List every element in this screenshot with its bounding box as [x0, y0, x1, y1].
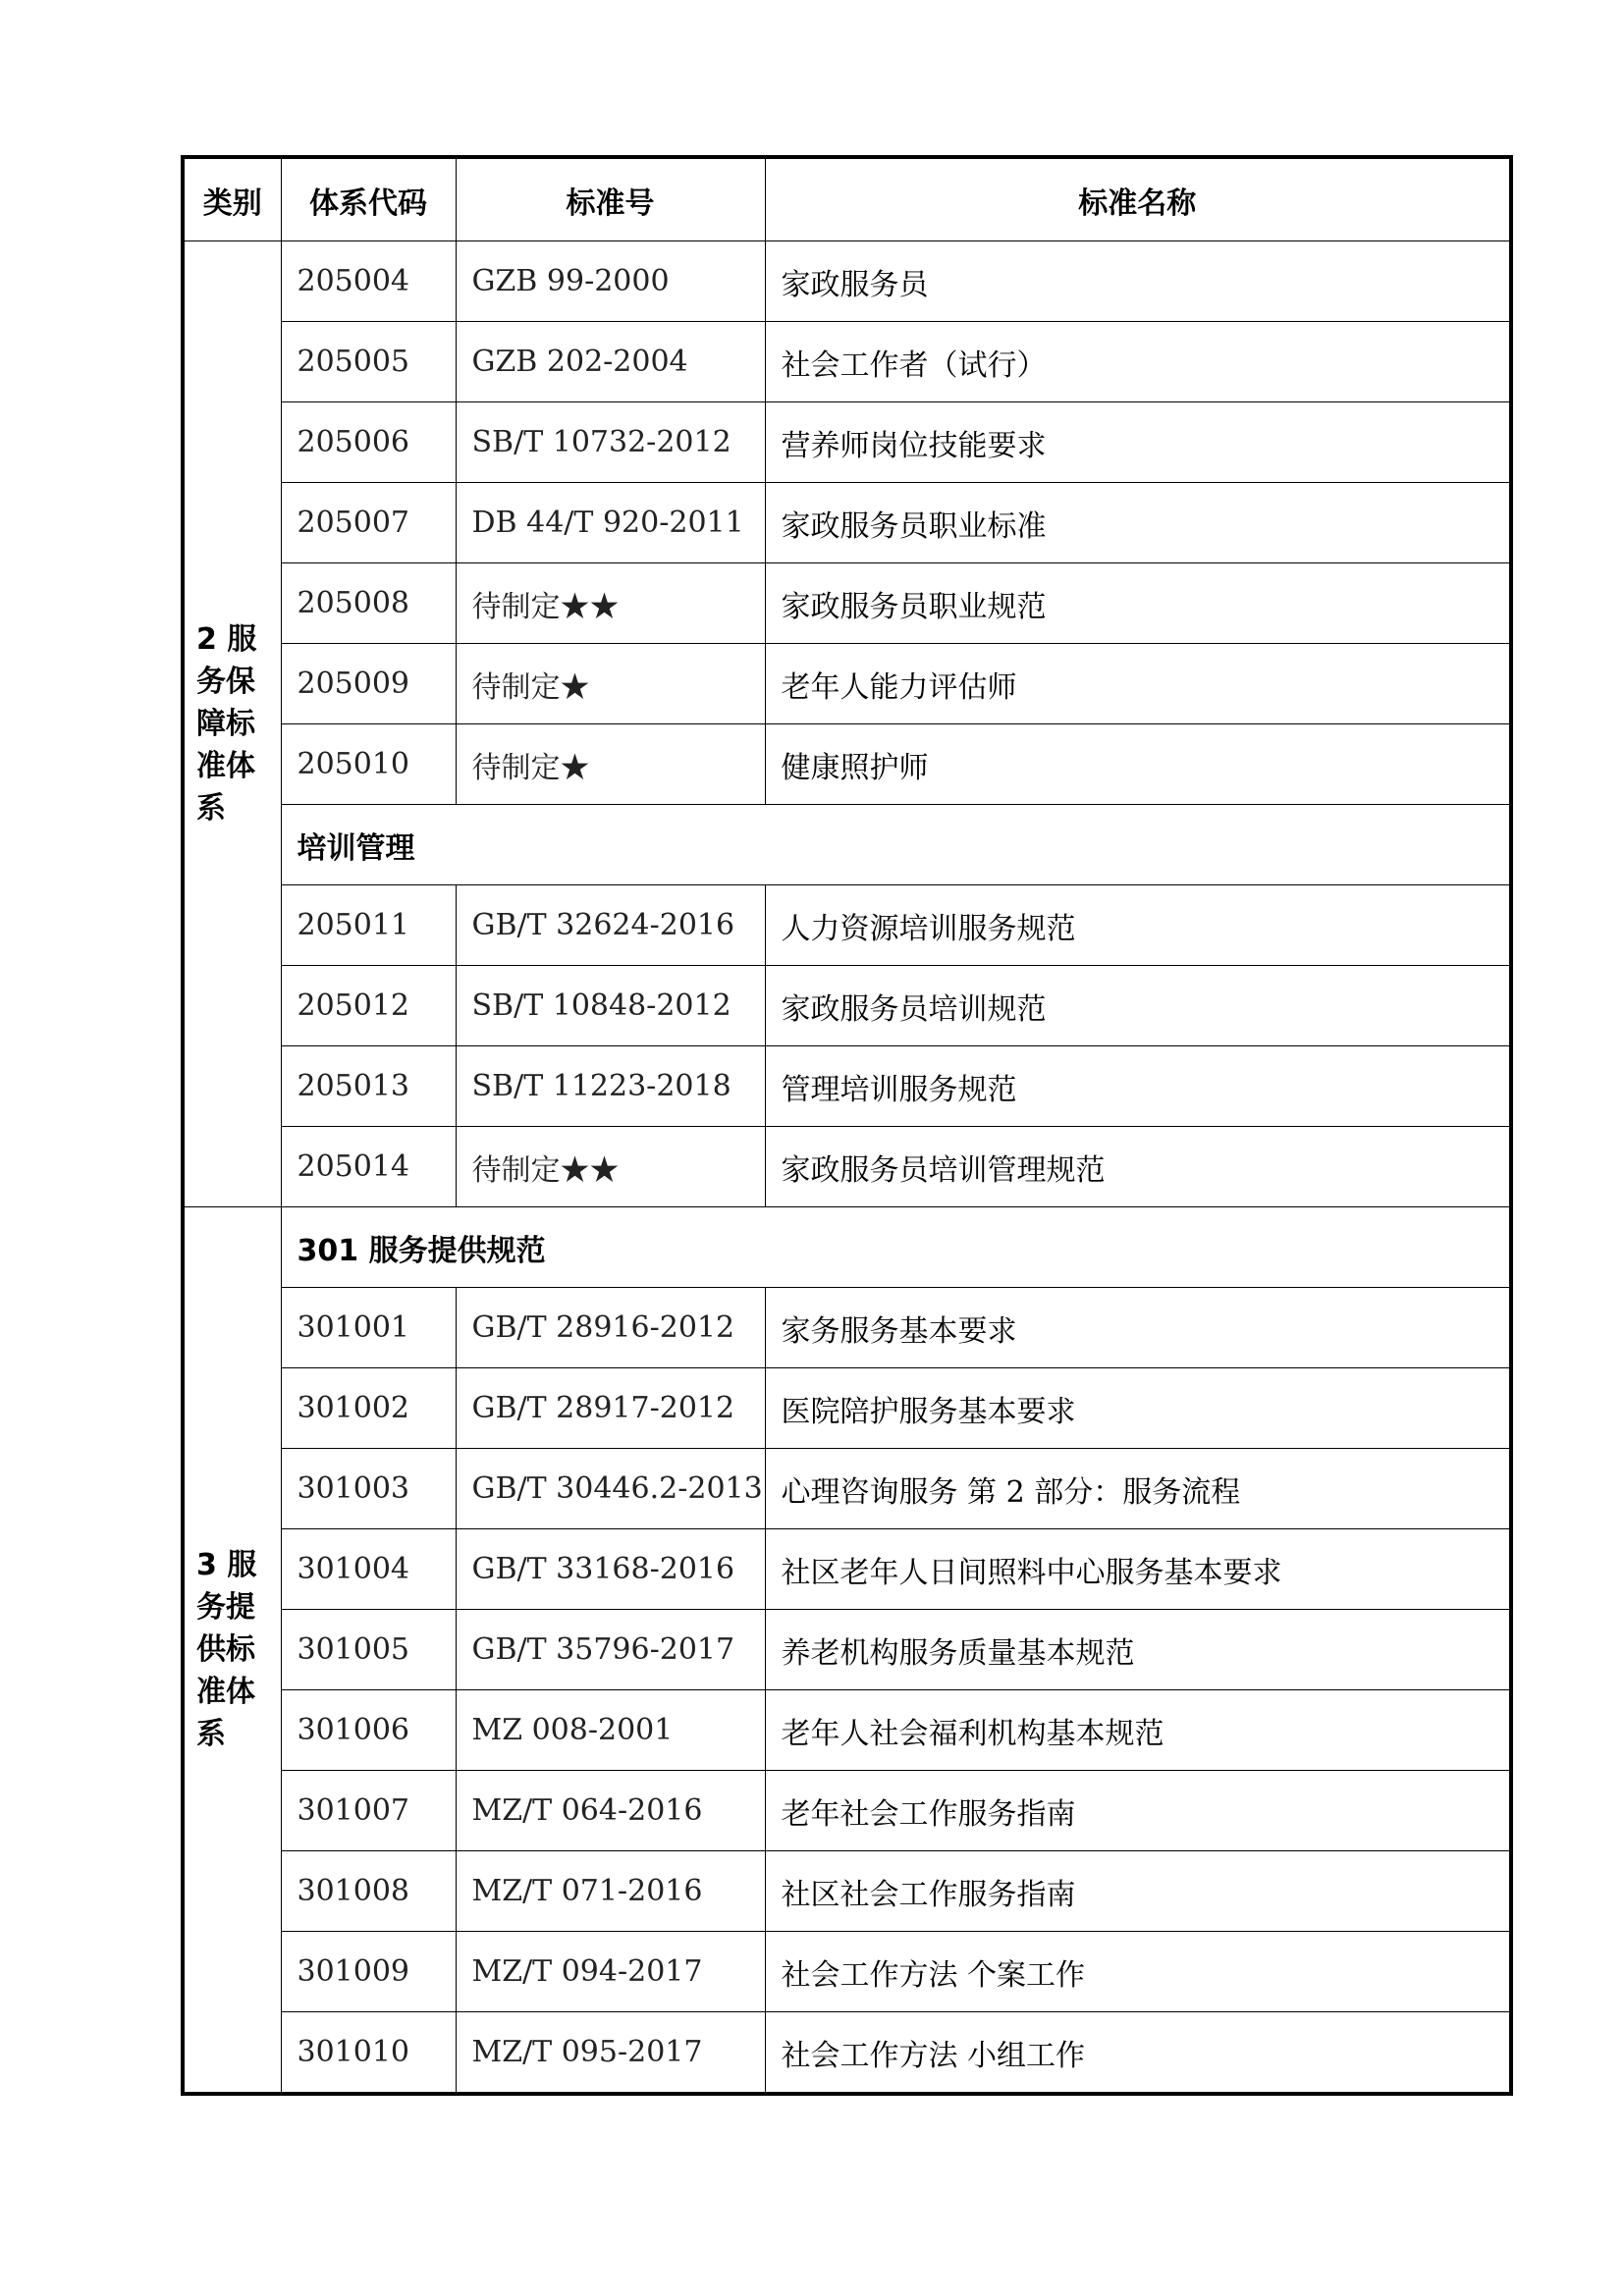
standard-name-cell: 社区社会工作服务指南	[765, 1851, 1511, 1932]
system-code-cell: 301004	[281, 1529, 456, 1610]
table-row	[183, 724, 1511, 805]
standard-number-cell: 待制定★	[456, 644, 765, 724]
standard-name-cell: 社会工作者（试行）	[765, 322, 1511, 402]
standard-number-cell: SB/T 10848-2012	[456, 966, 765, 1046]
system-code-cell: 301007	[281, 1771, 456, 1851]
system-code-cell: 205008	[281, 563, 456, 644]
standard-name-cell: 人力资源培训服务规范	[765, 885, 1511, 966]
section-title: 301 服务提供规范	[281, 1207, 1511, 1288]
table-body	[183, 241, 1511, 2095]
category-cell: 2 服务保障标准体系	[183, 241, 281, 1207]
standard-name-cell: 家政服务员职业标准	[765, 483, 1511, 563]
system-code-cell: 205004	[281, 241, 456, 322]
standard-number-cell: 待制定★	[456, 724, 765, 805]
standard-number-cell: GZB 99-2000	[456, 241, 765, 322]
standard-number-cell: 待制定★★	[456, 563, 765, 644]
standard-number-cell: GB/T 33168-2016	[456, 1529, 765, 1610]
table-row	[183, 322, 1511, 402]
table-row	[183, 402, 1511, 483]
standard-number-cell: GB/T 35796-2017	[456, 1610, 765, 1690]
table-row	[183, 1368, 1511, 1449]
table-row	[183, 1771, 1511, 1851]
table-row	[183, 241, 1511, 322]
standard-number-cell: MZ/T 071-2016	[456, 1851, 765, 1932]
header-system-code: 体系代码	[281, 157, 456, 241]
table-row	[183, 1127, 1511, 1207]
standard-name-cell: 健康照护师	[765, 724, 1511, 805]
header-category: 类别	[183, 157, 281, 241]
standard-name-cell: 家政服务员培训管理规范	[765, 1127, 1511, 1207]
header-standard-no: 标准号	[456, 157, 765, 241]
header-standard-name: 标准名称	[765, 157, 1511, 241]
standard-name-cell: 老年社会工作服务指南	[765, 1771, 1511, 1851]
system-code-cell: 301006	[281, 1690, 456, 1771]
standard-name-cell: 老年人社会福利机构基本规范	[765, 1690, 1511, 1771]
table-row	[183, 1690, 1511, 1771]
standard-number-cell: MZ/T 094-2017	[456, 1932, 765, 2012]
section-row	[183, 1207, 1511, 1288]
system-code-cell: 205013	[281, 1046, 456, 1127]
system-code-cell: 205011	[281, 885, 456, 966]
system-code-cell: 205005	[281, 322, 456, 402]
standard-name-cell: 心理咨询服务 第 2 部分：服务流程	[765, 1449, 1511, 1529]
standard-name-cell: 医院陪护服务基本要求	[765, 1368, 1511, 1449]
system-code-cell: 301008	[281, 1851, 456, 1932]
standard-number-cell: SB/T 10732-2012	[456, 402, 765, 483]
standard-number-cell: GZB 202-2004	[456, 322, 765, 402]
table-row	[183, 1610, 1511, 1690]
system-code-cell: 301003	[281, 1449, 456, 1529]
standard-number-cell: GB/T 28916-2012	[456, 1288, 765, 1368]
category-cell: 3 服务提供标准体系	[183, 1207, 281, 2095]
table-row	[183, 1851, 1511, 1932]
standard-name-cell: 社会工作方法 个案工作	[765, 1932, 1511, 2012]
standard-number-cell: MZ 008-2001	[456, 1690, 765, 1771]
table-row	[183, 2012, 1511, 2095]
standard-name-cell: 营养师岗位技能要求	[765, 402, 1511, 483]
system-code-cell: 301002	[281, 1368, 456, 1449]
standard-number-cell: 待制定★★	[456, 1127, 765, 1207]
table-row	[183, 966, 1511, 1046]
standard-number-cell: DB 44/T 920-2011	[456, 483, 765, 563]
standard-name-cell: 社会工作方法 小组工作	[765, 2012, 1511, 2095]
standard-name-cell: 家政服务员职业规范	[765, 563, 1511, 644]
system-code-cell: 205006	[281, 402, 456, 483]
system-code-cell: 205007	[281, 483, 456, 563]
system-code-cell: 205012	[281, 966, 456, 1046]
standard-name-cell: 管理培训服务规范	[765, 1046, 1511, 1127]
section-row	[183, 805, 1511, 885]
standard-number-cell: SB/T 11223-2018	[456, 1046, 765, 1127]
table-row	[183, 1288, 1511, 1368]
system-code-cell: 205009	[281, 644, 456, 724]
table-row	[183, 644, 1511, 724]
system-code-cell: 205010	[281, 724, 456, 805]
table-row	[183, 1046, 1511, 1127]
system-code-cell: 301009	[281, 1932, 456, 2012]
system-code-cell: 301001	[281, 1288, 456, 1368]
standard-name-cell: 家务服务基本要求	[765, 1288, 1511, 1368]
standard-name-cell: 养老机构服务质量基本规范	[765, 1610, 1511, 1690]
standard-name-cell: 社区老年人日间照料中心服务基本要求	[765, 1529, 1511, 1610]
standard-name-cell: 老年人能力评估师	[765, 644, 1511, 724]
table-row	[183, 1449, 1511, 1529]
header-row	[183, 157, 1511, 241]
standard-number-cell: GB/T 30446.2-2013	[456, 1449, 765, 1529]
standard-name-cell: 家政服务员培训规范	[765, 966, 1511, 1046]
standard-number-cell: MZ/T 095-2017	[456, 2012, 765, 2095]
section-title: 培训管理	[281, 805, 1511, 885]
table-row	[183, 483, 1511, 563]
system-code-cell: 301005	[281, 1610, 456, 1690]
table-row	[183, 1932, 1511, 2012]
standards-table	[181, 155, 1513, 2096]
system-code-cell: 301010	[281, 2012, 456, 2095]
system-code-cell: 205014	[281, 1127, 456, 1207]
standard-name-cell: 家政服务员	[765, 241, 1511, 322]
standard-number-cell: GB/T 28917-2012	[456, 1368, 765, 1449]
standard-number-cell: MZ/T 064-2016	[456, 1771, 765, 1851]
table-row	[183, 1529, 1511, 1610]
standard-number-cell: GB/T 32624-2016	[456, 885, 765, 966]
table-row	[183, 885, 1511, 966]
table-row	[183, 563, 1511, 644]
